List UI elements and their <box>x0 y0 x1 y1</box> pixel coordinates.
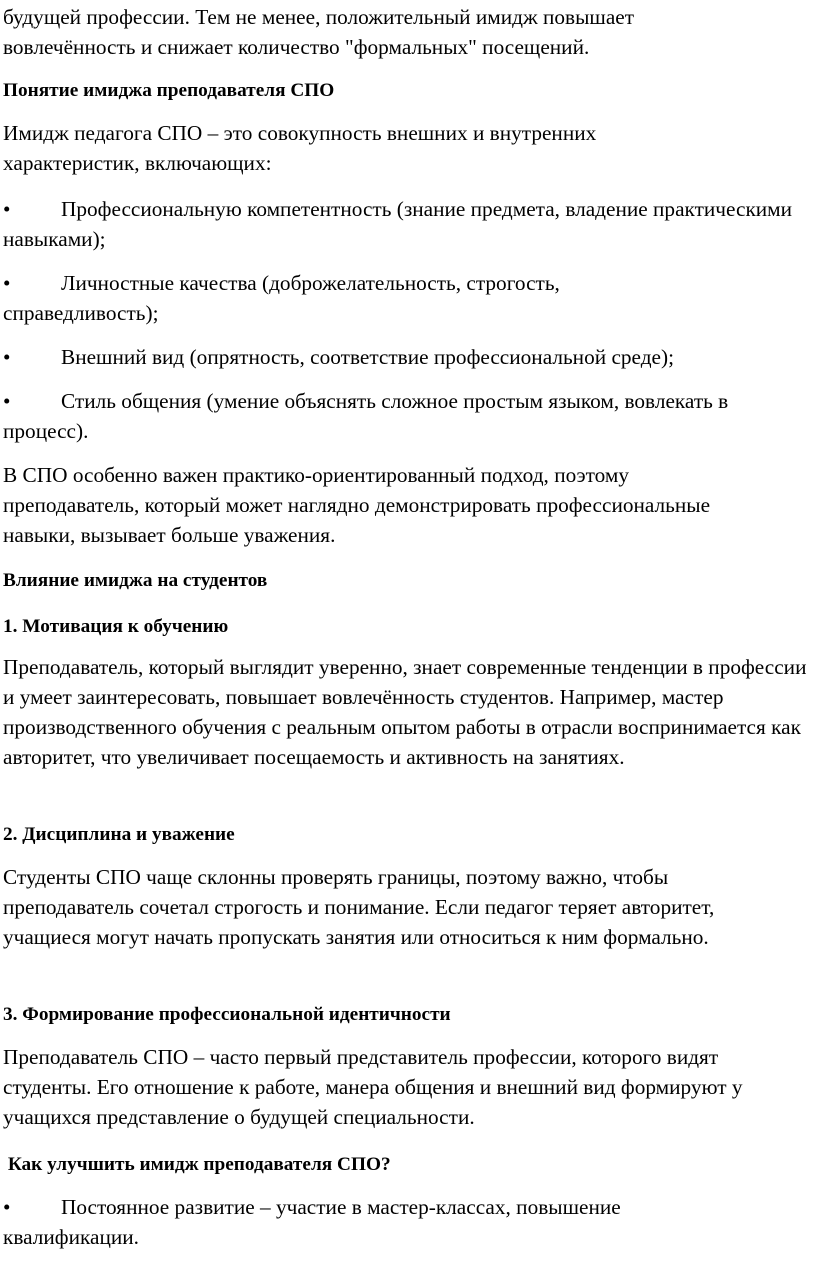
list-item-text: Внешний вид (опрятность, соответствие профессиональной среде); <box>61 345 675 369</box>
discipline-paragraph: Студенты СПО чаще склонны проверять границы, поэтому важно, чтобы преподаватель сочетал строгость и понимание. Если педагог теряет авторитет, учащиеся могут начать пропускать занятия или относиться к ним формально. <box>3 865 715 949</box>
list-item-text: Личностные качества (доброжелательность, строгость, справедливость); <box>3 271 560 325</box>
list-item-text: Профессиональную компетентность (знание предмета, владение практическими навыками); <box>3 197 793 251</box>
practice-paragraph: В СПО особенно важен практико-ориентированный подход, поэтому преподаватель, который может наглядно демонстрировать профессиональные навыки, вызывает больше уважения. <box>3 463 711 547</box>
subheading-discipline: 2. Дисциплина и уважение <box>3 824 235 845</box>
bullet-icon: • <box>3 389 11 413</box>
motivation-paragraph: Преподаватель, который выглядит уверенно, знает современные тенденции в профессии и умеет заинтересовать, повышает вовлечённость студентов. Например, мастер производственного обучения с реальным опытом работы в отрасли воспринимается как авторитет, что увеличивает посещаемость и активность на занятиях. <box>3 655 807 769</box>
section-heading-influence: Влияние имиджа на студентов <box>3 570 268 591</box>
list-item <box>3 1192 723 1252</box>
bullet-icon: • <box>3 271 11 295</box>
bullet-icon: • <box>3 1195 11 1219</box>
concept-paragraph: Имидж педагога СПО – это совокупность внешних и внутренних характеристик, включающих: <box>3 121 597 175</box>
section-heading-improve: Как улучшить имидж преподавателя СПО? <box>3 1154 391 1175</box>
bullet-icon: • <box>3 345 11 369</box>
identity-paragraph: Преподаватель СПО – часто первый представитель профессии, которого видят студенты. Его отношение к работе, манера общения и внешний вид формируют у учащихся представление о будущей специальности. <box>3 1045 743 1129</box>
list-item <box>3 268 703 328</box>
list-item <box>3 386 813 446</box>
intro-line-1: будущей профессии. Тем не менее, положительный имидж повышает <box>3 5 635 29</box>
list-item <box>3 342 809 372</box>
bullet-icon: • <box>3 197 11 221</box>
list-item <box>3 194 793 254</box>
section-heading-concept: Понятие имиджа преподавателя СПО <box>3 80 335 101</box>
subheading-identity: 3. Формирование профессиональной идентичности <box>3 1004 451 1025</box>
list-item-text: Постоянное развитие – участие в мастер-классах, повышение квалификации. <box>3 1195 621 1249</box>
intro-paragraph <box>3 2 803 62</box>
subheading-motivation: 1. Мотивация к обучению <box>3 616 229 637</box>
list-item-text: Стиль общения (умение объяснять сложное простым языком, вовлекать в процесс). <box>3 389 729 443</box>
intro-line-2: вовлечённость и снижает количество "формальных" посещений. <box>3 35 590 59</box>
